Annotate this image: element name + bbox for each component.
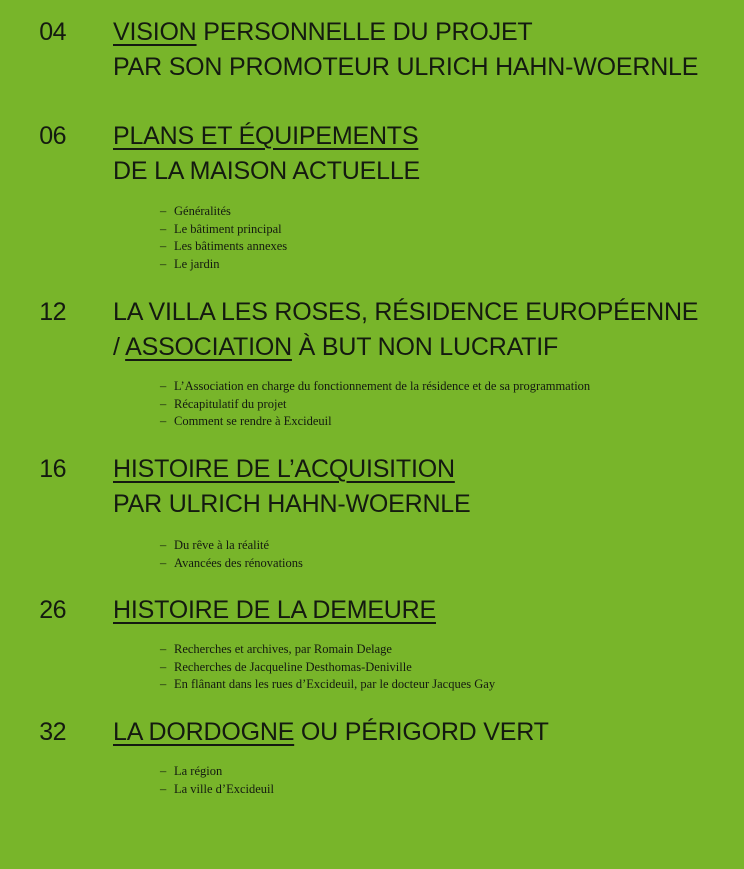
title-text: PAR SON PROMOTEUR ULRICH HAHN-WOERNLE bbox=[113, 53, 699, 81]
list-item: – Récapitulatif du projet bbox=[160, 396, 590, 414]
entry-title[interactable] bbox=[113, 715, 549, 750]
title-underlined-word: HISTOIRE DE L’ACQUISITION bbox=[113, 455, 455, 483]
list-item: – L’Association en charge du fonctionnement de la résidence et de sa programmation bbox=[160, 378, 590, 396]
page-number: 26 bbox=[39, 596, 66, 624]
subitem-list bbox=[160, 641, 495, 694]
list-item: – Comment se rendre à Excideuil bbox=[160, 413, 590, 431]
list-item: – Le bâtiment principal bbox=[160, 221, 287, 239]
subitem-list bbox=[160, 203, 287, 273]
page-number: 12 bbox=[39, 298, 66, 326]
subitem-list bbox=[160, 763, 274, 798]
list-item: – Recherches et archives, par Romain Delage bbox=[160, 641, 495, 659]
list-item: – En flânant dans les rues d’Excideuil, par le docteur Jacques Gay bbox=[160, 676, 495, 694]
subitem-list bbox=[160, 537, 303, 572]
list-item: – Le jardin bbox=[160, 256, 287, 274]
title-line bbox=[113, 119, 420, 154]
title-line bbox=[113, 154, 420, 189]
title-text: OU PÉRIGORD VERT bbox=[294, 718, 549, 746]
title-underlined-word: ASSOCIATION bbox=[125, 333, 292, 361]
title-underlined-word: PLANS ET ÉQUIPEMENTS bbox=[113, 122, 419, 150]
list-item: – La ville d’Excideuil bbox=[160, 781, 274, 799]
list-item: – Les bâtiments annexes bbox=[160, 238, 287, 256]
entry-title[interactable] bbox=[113, 452, 470, 522]
title-text: À BUT NON LUCRATIF bbox=[291, 333, 559, 361]
entry-title[interactable] bbox=[113, 295, 698, 365]
entry-title[interactable] bbox=[113, 593, 436, 628]
page-number: 04 bbox=[39, 18, 66, 46]
title-line bbox=[113, 715, 549, 750]
title-text: DE LA MAISON ACTUELLE bbox=[113, 157, 421, 185]
title-line bbox=[113, 487, 470, 522]
title-line bbox=[113, 295, 698, 330]
title-underlined-word: VISION bbox=[113, 18, 197, 46]
title-text: PAR ULRICH HAHN-WOERNLE bbox=[113, 490, 471, 518]
list-item: – La région bbox=[160, 763, 274, 781]
list-item: – Avancées des rénovations bbox=[160, 555, 303, 573]
list-item: – Recherches de Jacqueline Desthomas-Deniville bbox=[160, 659, 495, 677]
title-line bbox=[113, 593, 436, 628]
title-line bbox=[113, 15, 698, 50]
title-text: PERSONNELLE DU PROJET bbox=[196, 18, 533, 46]
title-text: LA VILLA LES ROSES, RÉSIDENCE EUROPÉENNE bbox=[113, 298, 699, 326]
entry-title[interactable] bbox=[113, 119, 420, 189]
title-line bbox=[113, 50, 698, 85]
list-item: – Généralités bbox=[160, 203, 287, 221]
title-underlined-word: LA DORDOGNE bbox=[113, 718, 295, 746]
page-number: 32 bbox=[39, 718, 66, 746]
subitem-list bbox=[160, 378, 590, 431]
title-text: / bbox=[113, 333, 126, 361]
title-underlined-word: HISTOIRE DE LA DEMEURE bbox=[113, 596, 436, 624]
list-item: – Du rêve à la réalité bbox=[160, 537, 303, 555]
page-number: 06 bbox=[39, 122, 66, 150]
title-line bbox=[113, 452, 470, 487]
entry-title[interactable] bbox=[113, 15, 698, 85]
title-line bbox=[113, 330, 698, 365]
page-number: 16 bbox=[39, 455, 66, 483]
